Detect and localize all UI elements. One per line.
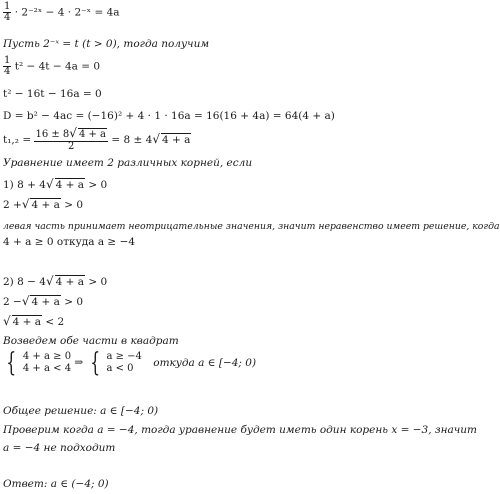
case1-result: 4 + a ≥ 0 откуда a ≥ −4 xyxy=(3,236,136,248)
answer-line: Ответ: a ∈ (−4; 0) xyxy=(3,478,109,490)
case2-line-b: 2 −√ 4 + a > 0 xyxy=(3,294,84,308)
system-2: a ≥ −4 a < 0 xyxy=(106,351,142,374)
square-text: Возведем обе части в квадрат xyxy=(3,335,179,347)
equation-line-2: $\frac{1}{4}$ t² − 4t − 4a = 0 xyxy=(4,55,101,77)
brace-icon: { xyxy=(89,348,100,378)
fraction: $\frac{1}{4}$ xyxy=(4,1,11,23)
equation-line-3: t² − 16t − 16a = 0 xyxy=(3,88,102,100)
check-text: Проверим когда a = −4, тогда уравнение будет иметь один корень x = −3, значит xyxy=(3,424,478,436)
brace-icon: { xyxy=(6,348,17,378)
not-fit-text: a = −4 не подходит xyxy=(3,442,116,454)
case2-line-a: 2) 8 − 4√ 4 + a > 0 xyxy=(3,274,108,288)
system-line: { 4 + a ≥ 0 4 + a < 4 ⇒ { a ≥ −4 a < 0 откуда a ∈ [−4; 0) xyxy=(6,348,257,378)
roots-line: t₁,₂ = $\frac{16 \pm 8√ 4 + a}{2}$ = 8 ± 4√ 4 + a xyxy=(3,126,191,152)
implies-icon: ⇒ xyxy=(74,356,84,369)
case1-line-b: 2 +√ 4 + a > 0 xyxy=(3,197,84,211)
equation-line-1: $\frac{1}{4}$ · 2⁻²ˣ − 4 · 2⁻ˣ = 4a xyxy=(4,1,120,23)
fraction: $\frac{1}{4}$ xyxy=(4,55,11,77)
discriminant-line: D = b² − 4ac = (−16)² + 4 · 1 · 16a = 16(16 + 4a) = 64(4 + a) xyxy=(3,110,335,122)
case1-line-a: 1) 8 + 4√ 4 + a > 0 xyxy=(3,177,108,191)
substitution-line: Пусть 2⁻ˣ = t (t > 0), тогда получим xyxy=(3,38,210,50)
condition-text: Уравнение имеет 2 различных корней, если xyxy=(3,157,253,169)
general-solution: Общее решение: a ∈ [−4; 0) xyxy=(3,405,159,417)
system-1: 4 + a ≥ 0 4 + a < 4 xyxy=(22,351,72,374)
case2-line-c: √ 4 + a < 2 xyxy=(3,314,65,328)
roots-fraction: $\frac{16 \pm 8√ 4 + a}{2}$ xyxy=(35,126,107,152)
case1-comment: левая часть принимает неотрицательные значения, значит неравенство имеет решение, когда xyxy=(3,221,500,232)
